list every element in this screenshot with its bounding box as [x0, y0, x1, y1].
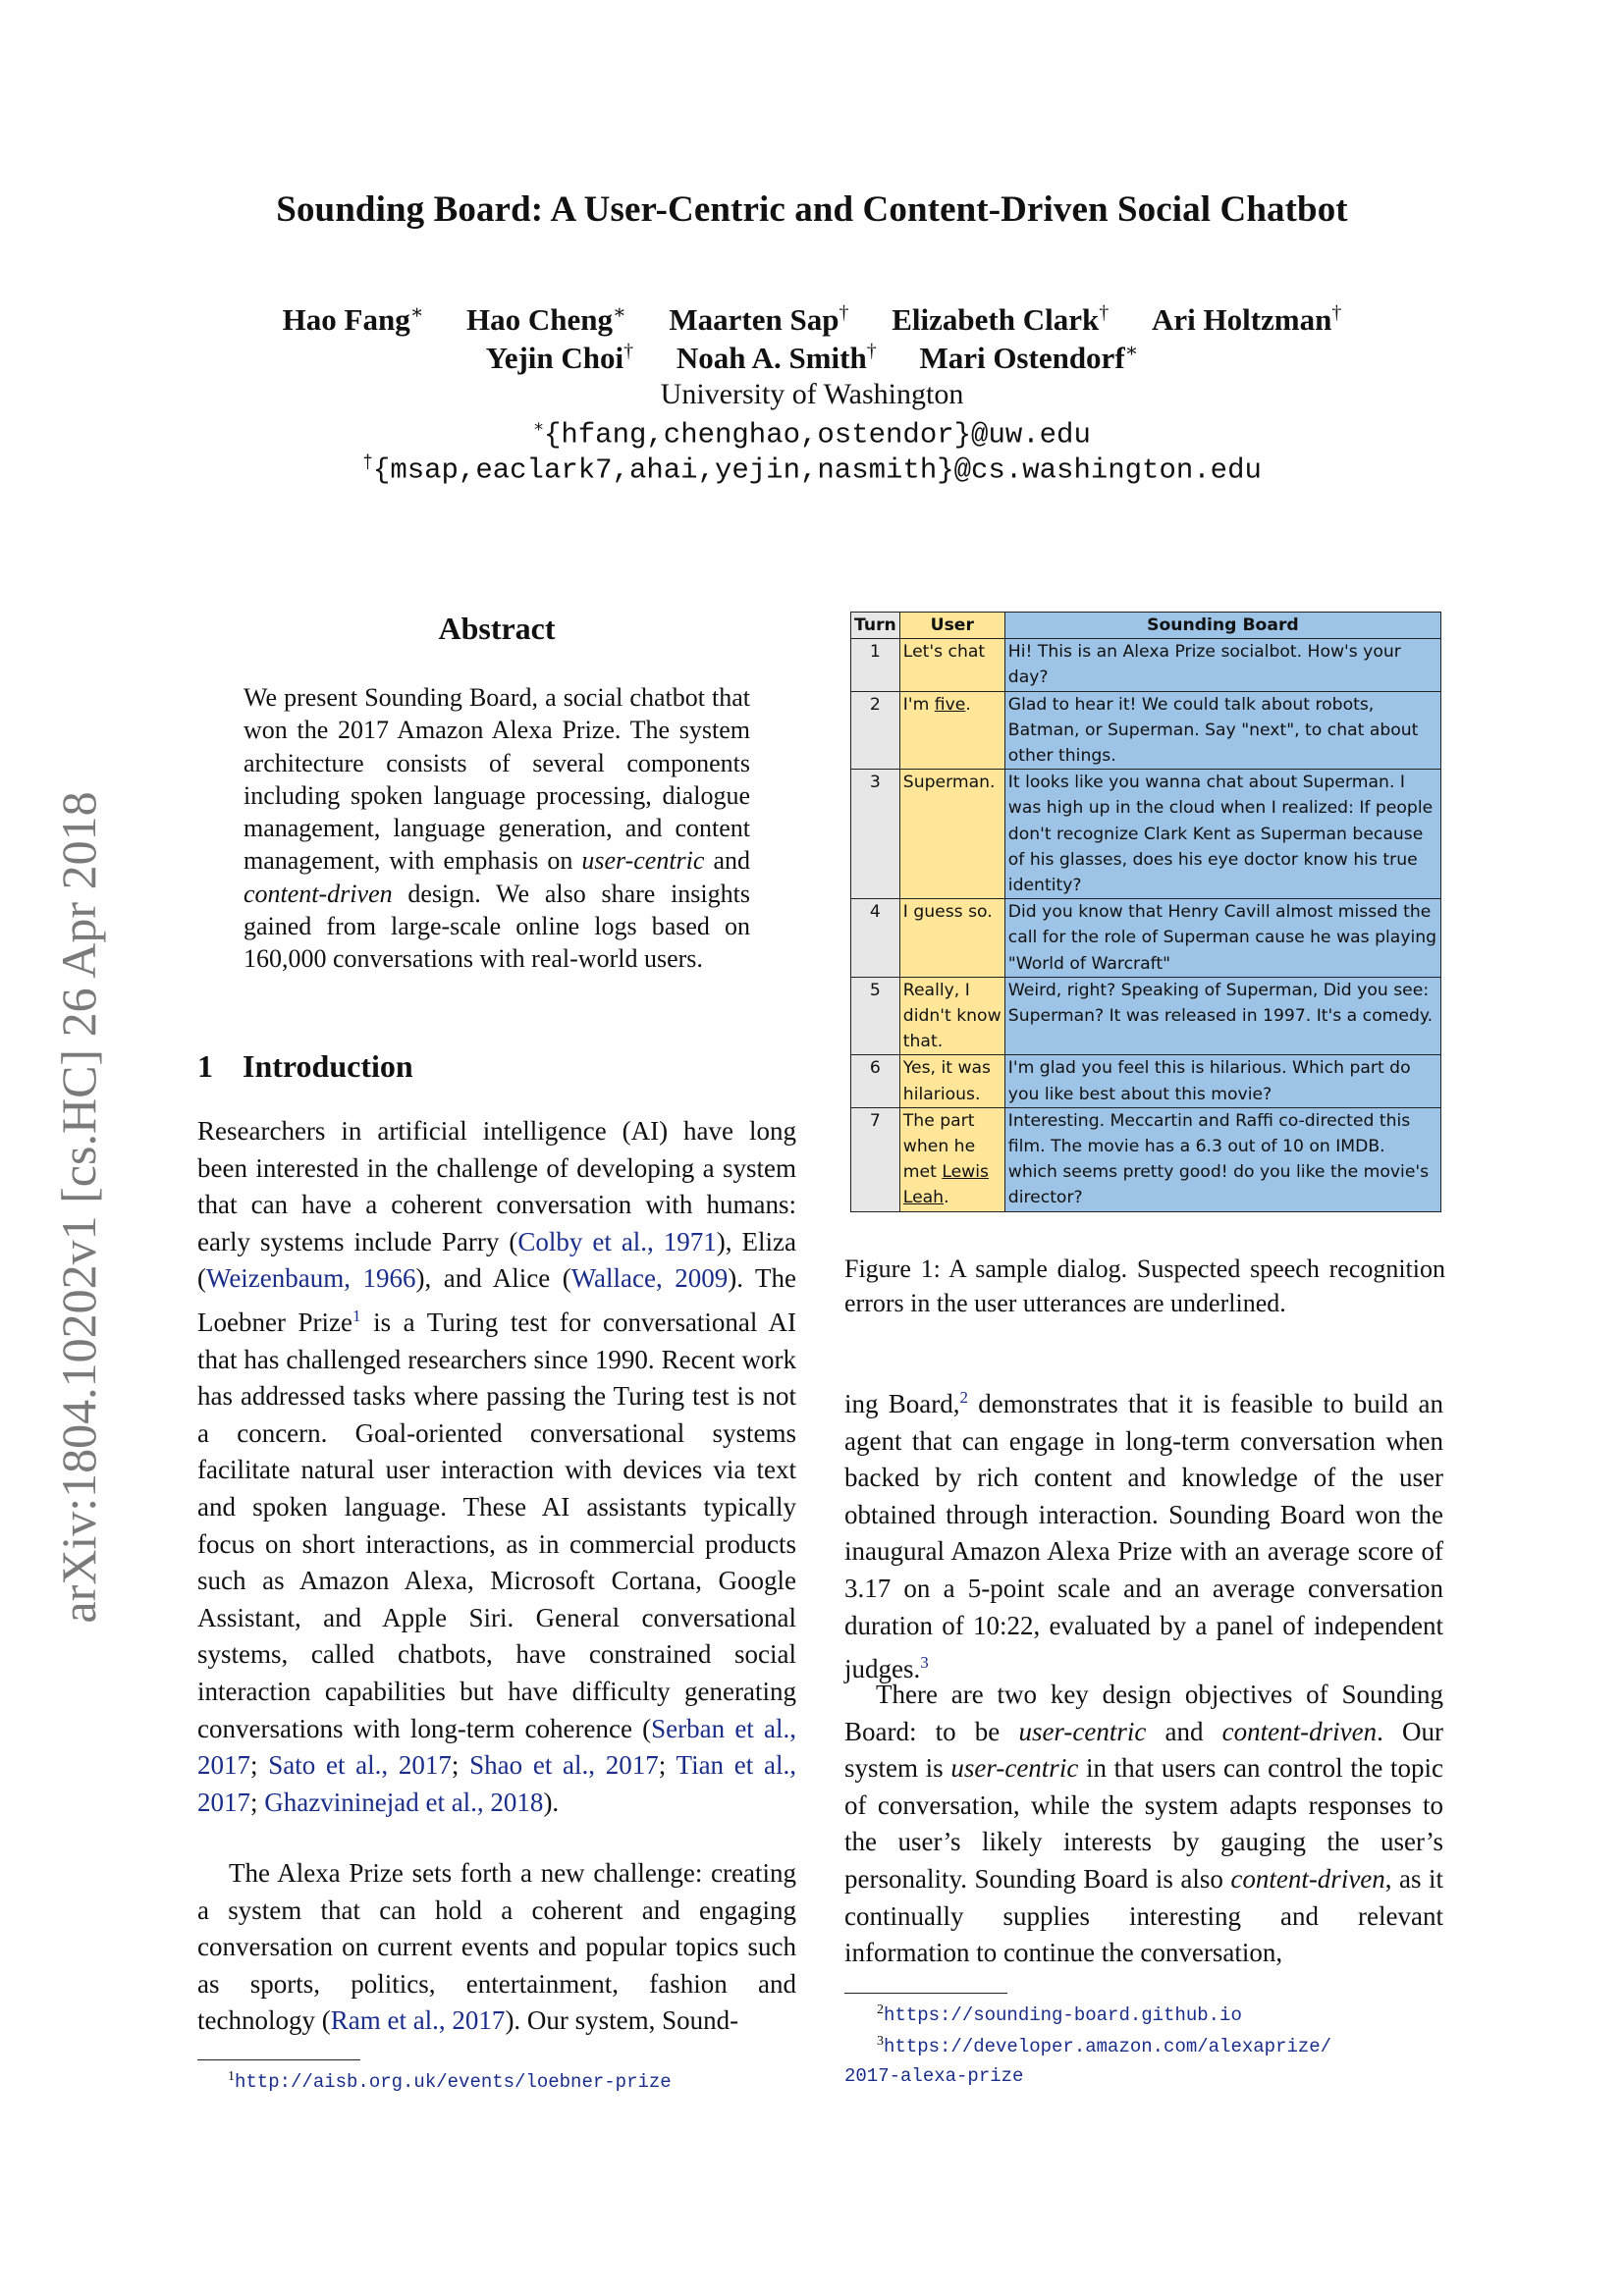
user-cell: I guess so. [899, 899, 1004, 978]
arxiv-stamp: arXiv:1804.10202v1 [cs.HC] 26 Apr 2018 [51, 791, 106, 1624]
footnote-link[interactable]: http://aisb.org.uk/events/loebner-prize [235, 2071, 672, 2093]
affiliation: University of Washington [660, 378, 964, 410]
table-row [851, 899, 1441, 978]
turn-cell: 7 [851, 1107, 900, 1211]
footnote-marker[interactable]: 1 [352, 1306, 361, 1325]
citation-link[interactable]: Colby et al., 1971 [517, 1226, 717, 1256]
paper-title: Sounding Board: A User-Centric and Content-Driven Social Chatbot [276, 189, 1348, 230]
user-cell: I'm five. [899, 691, 1004, 770]
email-line-2: †{msap,eaclark7,ahai,yejin,nasmith}@cs.washington.edu [362, 454, 1262, 487]
column-header: Sounding Board [1004, 613, 1440, 639]
author: Maarten Sap† [669, 302, 849, 338]
user-cell: Let's chat [899, 639, 1004, 691]
author: Noah A. Smith† [676, 341, 877, 376]
bot-cell: Weird, right? Speaking of Superman, Did you see: Superman? It was released in 1997. It's a comedy. [1004, 977, 1440, 1055]
footnote-2: $^2$https://sounding-board.github.io [877, 2002, 1242, 2026]
turn-cell: 5 [851, 977, 900, 1055]
author: Yejin Choi† [485, 341, 634, 376]
bot-cell: I'm glad you feel this is hilarious. Which part do you like best about this movie? [1004, 1055, 1440, 1107]
author: Ari Holtzman† [1151, 302, 1342, 338]
table-row [851, 770, 1441, 899]
turn-cell: 4 [851, 899, 900, 978]
section-heading-introduction: 1 Introduction [197, 1048, 413, 1084]
author-line-1 [0, 300, 1624, 338]
citation-link[interactable]: Serban et al., 2017 [197, 1713, 796, 1781]
intro-paragraph-4: There are two key design objectives of Sounding Board: to be user-centric and content-driven. Our system is user-centric in that users can control the topic of conversation, while the system adapts responses to the user’s likely interests by gauging the user’s personality. Sounding Board is also content-driven, as it continually supplies interesting and relevant information to continue the conversation, [844, 1680, 1444, 1968]
abstract-text: We present Sounding Board, a social chatbot that won the 2017 Amazon Alexa Prize. The system architecture consists of several components including spoken language processing, dialogue management, language generation, and content management, with emphasis on user-centric and content-driven design. We also share insights gained from large-scale online logs based on 160,000 conversations with real-world users. [244, 683, 750, 974]
intro-paragraph-2: The Alexa Prize sets forth a new challenge: creating a system that can hold a coherent and engaging conversation on current events and popular topics such as sports, politics, entertainment, fashion and technology (Ram et al., 2017). Our system, Sound- [197, 1858, 796, 2036]
column-header: Turn [851, 613, 900, 639]
table-row [851, 1107, 1441, 1211]
citation-link[interactable]: Shao et al., 2017 [469, 1750, 659, 1781]
author: Hao Cheng∗ [466, 302, 626, 338]
bot-cell: Hi! This is an Alexa Prize socialbot. How's your day? [1004, 639, 1440, 691]
turn-cell: 6 [851, 1055, 900, 1107]
citation-link[interactable]: Ram et al., 2017 [330, 2005, 506, 2036]
abstract-heading: Abstract [438, 611, 556, 646]
citation-link[interactable]: Sato et al., 2017 [268, 1750, 452, 1781]
footnote-3-cont [844, 2065, 1023, 2087]
footnote-rule [844, 1993, 1007, 1994]
citation-link[interactable]: Wallace, 2009 [570, 1263, 729, 1294]
turn-cell: 2 [851, 691, 900, 770]
bot-cell: Did you know that Henry Cavill almost missed the call for the role of Superman cause he was playing "World of Warcraft" [1004, 899, 1440, 978]
footnote-link[interactable]: https://developer.amazon.com/alexaprize/ [884, 2036, 1332, 2057]
footnote-rule [197, 2059, 360, 2060]
author: Elizabeth Clark† [892, 302, 1110, 338]
turn-cell: 1 [851, 639, 900, 691]
email-line-1: ∗{hfang,chenghao,ostendor}@uw.edu [533, 418, 1091, 452]
bot-cell: Interesting. Meccartin and Raffi co-directed this film. The movie has a 6.3 out of 10 on IMDB. which seems pretty good! do you like the movie's director? [1004, 1107, 1440, 1211]
user-cell: Really, I didn't know that. [899, 977, 1004, 1055]
table-row [851, 639, 1441, 691]
column-header: User [899, 613, 1004, 639]
table-header-row [851, 613, 1441, 639]
footnote-marker[interactable]: 2 [959, 1388, 968, 1407]
citation-link[interactable]: Weizenbaum, 1966 [206, 1263, 416, 1294]
bot-cell: It looks like you wanna chat about Superman. I was high up in the cloud when I realized: If people don't recognize Clark Kent as Superman because of his glasses, does his eye doctor know his true identity? [1004, 770, 1440, 899]
intro-paragraph-1: Researchers in artificial intelligence (AI) have long been interested in the challenge of developing a system that can have a coherent conversation with humans: early systems include Parry (Colby et al., 1971), Eliza (Weizenbaum, 1966), and Alice (Wallace, 2009). The Loebner Prize$^1$ is a Turing test for conversational AI that has challenged researchers since 1990. Recent work has addressed tasks where passing the Turing test is not a concern. Goal-oriented conversational systems facilitate natural user interaction with devices via text and spoken language. These AI assistants typically focus on short interactions, as in commercial products such as Amazon Alexa, Microsoft Cortana, Google Assistant, and Apple Siri. General conversational systems, called chatbots, have constrained social interaction capabilities but have difficulty generating conversations with long-term coherence (Serban et al., 2017; Sato et al., 2017; Shao et al., 2017; Tian et al., 2017; Ghazvininejad et al., 2018). [197, 1116, 796, 1817]
bot-cell: Glad to hear it! We could talk about robots, Batman, or Superman. Say "next", to chat about other things. [1004, 691, 1440, 770]
turn-cell: 3 [851, 770, 900, 899]
intro-paragraph-3: ing Board,$^2$ demonstrates that it is feasible to build an agent that can engage in long-term conversation when backed by rich content and knowledge of the user obtained through interaction. Sounding Board won the inaugural Amazon Alexa Prize with an average score of 3.17 on a 5-point scale and an average conversation duration of 10:22, evaluated by a panel of independent judges.$^3$ [844, 1388, 1443, 1684]
figure-caption: Figure 1: A sample dialog. Suspected speech recognition errors in the user utterances are underlined. [844, 1255, 1445, 1317]
user-cell: Yes, it was hilarious. [899, 1055, 1004, 1107]
citation-link[interactable]: Ghazvininejad et al., 2018 [264, 1787, 544, 1817]
table-row [851, 977, 1441, 1055]
dialog-table [850, 612, 1441, 1212]
author: Hao Fang∗ [282, 302, 424, 338]
footnote-link[interactable]: 2017-alexa-prize [844, 2065, 1024, 2087]
author-line-2 [0, 339, 1624, 376]
user-cell: Superman. [899, 770, 1004, 899]
citation-link[interactable]: Tian et al., 2017 [197, 1750, 796, 1817]
table-row [851, 1055, 1441, 1107]
footnote-link[interactable]: https://sounding-board.github.io [884, 2004, 1242, 2026]
table-row [851, 691, 1441, 770]
footnote-marker[interactable]: 3 [920, 1653, 929, 1673]
footnote-3: $^3$https://developer.amazon.com/alexaprize/ [877, 2034, 1332, 2057]
footnote-1: $^1$http://aisb.org.uk/events/loebner-prize [228, 2069, 672, 2093]
author: Mari Ostendorf∗ [919, 341, 1139, 376]
user-cell: The part when he met Lewis Leah. [899, 1107, 1004, 1211]
